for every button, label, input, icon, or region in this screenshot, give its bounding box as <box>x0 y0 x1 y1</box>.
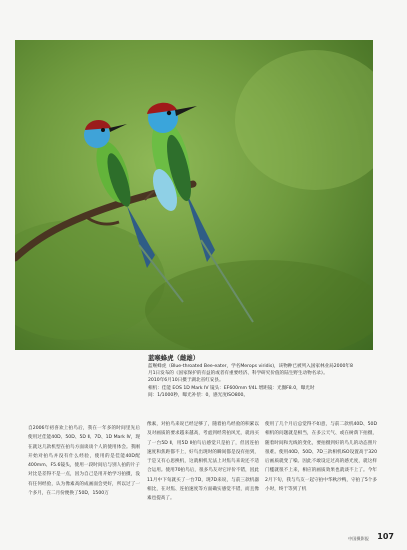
photo-caption <box>148 354 376 399</box>
caption-line: 间：1/1000秒，曝光补偿：0，感光度ISO800。 <box>148 392 249 398</box>
caption-title: 蓝喉蜂虎（雌雄） <box>148 354 200 362</box>
column-text: 使用了几个月后总觉得不如意，与前二款机40D、50D相机的问题就是相当，在多云天气、或在树荫下拍摄，随着时间和光线的变化，要拍摄到好的鸟儿的动态照片很难。使用40D、50D、7D三款相机ISO设置高于320后画质就变了噪。因此不敢设定过高的感光度，就这样门槛就很不上来，相应的画质效果也就谈不上了。今年2月下旬，我与鸟友一起守拍中华秋沙鸭，守拍了5个多小时，终于等到了机 <box>265 422 377 493</box>
column-text: 自2006年初喜欢上拍鸟后，我在一年多的时间里先后使用过佳能40D、50D、5D Ⅱ、7D、1D Mark Ⅳ，现在就这几款机型在拍鸟方面谈谈个人的使用体会。我刚开始对拍鸟并没有什么经验，使用的是佳能40D配400mm、F5.6镜头，使用一段时间后与别人拍的片子对比是差得不是一点，因为自己是用开始学习拍摄，没有任何经验，认为像素高的成画面会更好，所以过了一个多月，在二月份便换了50D，1500万 <box>28 426 140 497</box>
caption-line: 月1日发布的《国家保护的有益的或者有重要经济、科学研究价值的陆生野生动物名录》。 <box>148 371 328 377</box>
bee-eaters-illustration <box>15 40 373 350</box>
bird-photograph <box>15 40 373 350</box>
column-text: 像素，对拍鸟来说已经足够了，随着拍鸟经验的积累以及对画质的要求越来越高，考虑到经常拍风光，就再买了一台5D Ⅱ，用5D Ⅱ拍鸟后感觉只是拍了，但因连拍速度和焦距都不上，好鸟出现时的瞬间都是没有拍到，于是又有心思换机，这就相机无法上对焦鸟来说还不适合运用。使用70拍鸟后，很多鸟友对它评价不错，因此11月中下旬就买了一台7D，现7D来说，与前三款机器相比，在对焦、连拍速度等方面确实感觉不错，而且像素也提高了。 <box>147 422 259 502</box>
caption-line: 相机：佳能 EOS 1D Mark IV 镜头：EF600mm f/4L 增距镜：光圈F8.0，曝光时 <box>148 385 315 391</box>
caption-line: 2010年6月10日摄于湖北省红安县。 <box>148 378 224 384</box>
article-column-1 <box>28 424 140 498</box>
page-number: 107 <box>377 532 394 541</box>
publication-name: 中国摄影报 <box>348 536 369 541</box>
article-column-3 <box>265 420 377 494</box>
caption-line: 蓝喉蜂虎（Blue-throated Bee-eater，学名Merops viridis)，该物种已被列入国家林业局2000年8 <box>148 364 353 369</box>
article-column-2 <box>147 420 259 504</box>
